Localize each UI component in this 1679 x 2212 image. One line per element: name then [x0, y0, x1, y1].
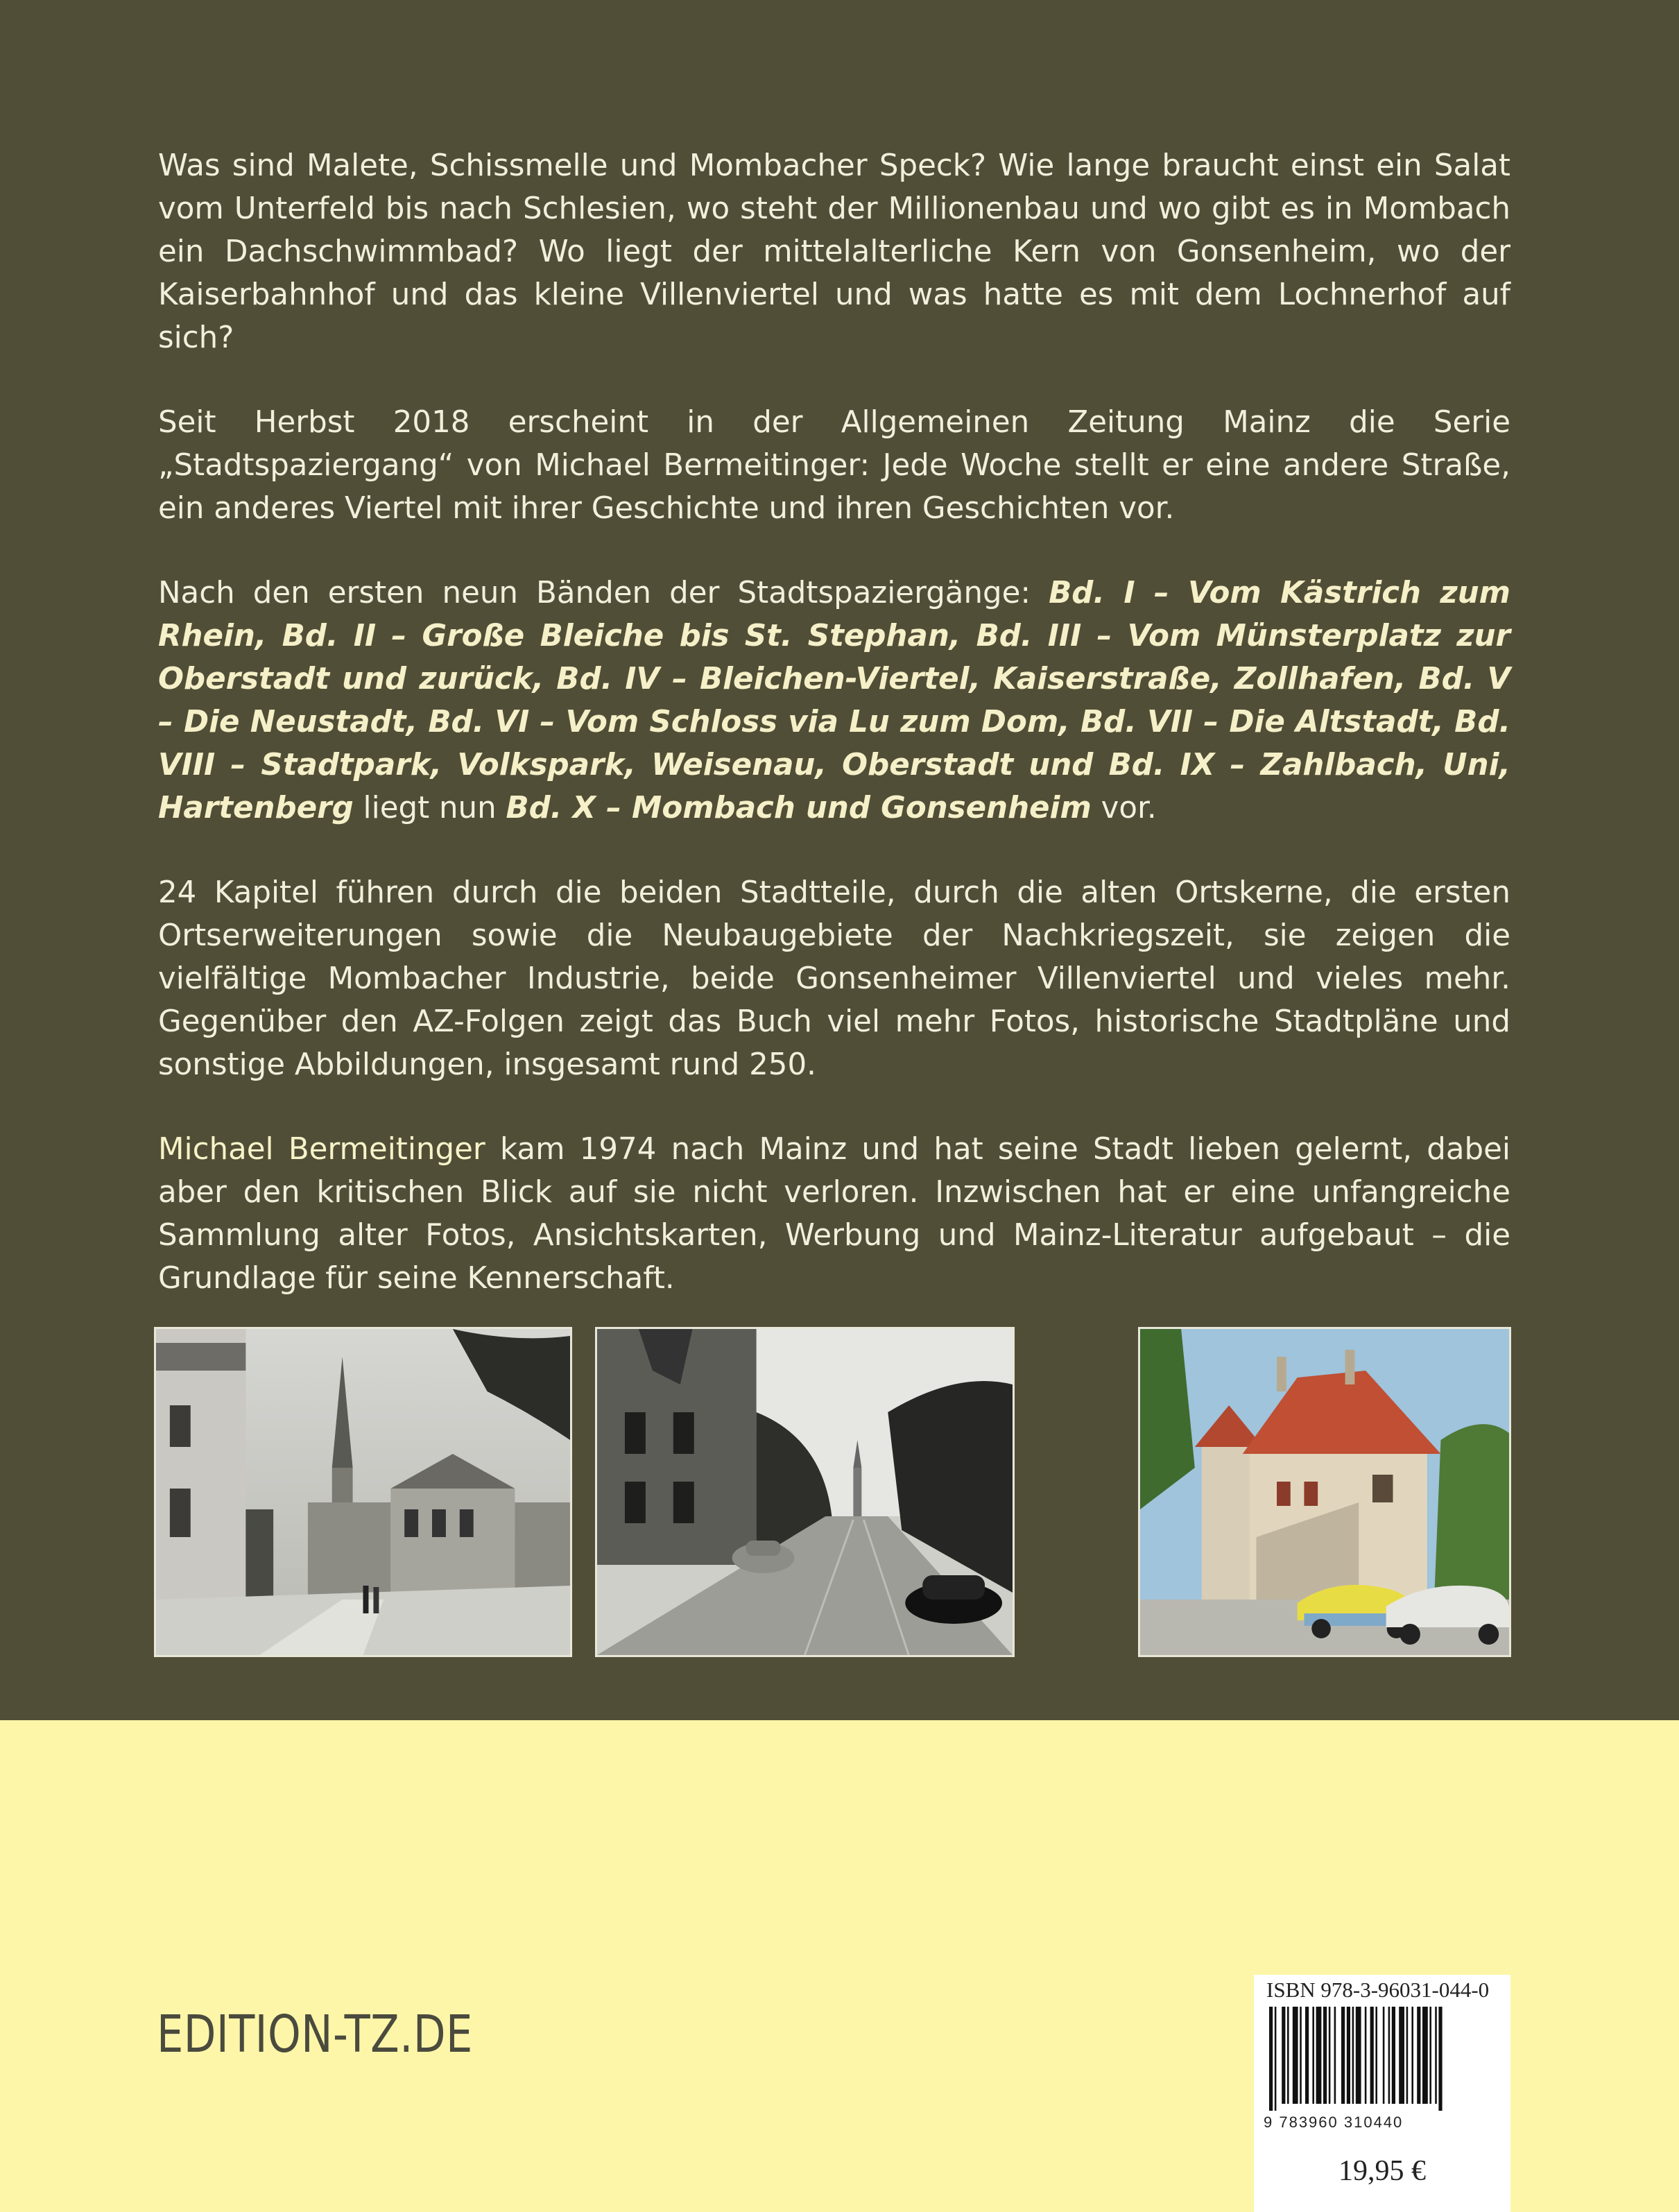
author-name: Michael Bermeitinger — [158, 1132, 485, 1167]
barcode-bar — [1341, 2007, 1345, 2104]
blurb-paragraph-2: Seit Herbst 2018 erscheint in der Allgemeinen Zeitung Mainz die Serie „Stadtspaziergang“ von Michael Bermeitinger: Jede Woche stellt er eine andere Straße, ein anderes Viertel mit ihrer Geschichte und ihren Geschichten vor. — [158, 405, 1510, 526]
volumes-end: vor. — [1101, 791, 1157, 825]
new-volume-title: Bd. X – Mombach und Gonsenheim — [506, 791, 1092, 825]
barcode-icon — [1269, 2007, 1502, 2111]
barcode-bar — [1435, 2007, 1437, 2104]
barcode-bar — [1300, 2007, 1302, 2104]
volumes-intro: Nach den ersten neun Bänden der Stadtspaziergänge: — [158, 576, 1031, 610]
barcode-bar — [1347, 2007, 1350, 2104]
volumes-mid: liegt nun — [363, 791, 497, 825]
barcode-bar — [1329, 2007, 1331, 2104]
barcode-bar — [1399, 2007, 1404, 2104]
barcode-bar — [1392, 2007, 1395, 2104]
historic-street-church-photo — [154, 1327, 572, 1657]
barcode-bar — [1422, 2007, 1428, 2104]
blurb-paragraph-4: 24 Kapitel führen durch die beiden Stadtteile, durch die alten Ortskerne, die ersten Ortserweiterungen sowie die Neubaugebiete der Nachkriegszeit, sie zeigen die vielfältige Mombacher Industrie, beide Gonsenheimer Villenviertel und vieles mehr. Gegenüber den AZ-Folgen zeigt das Buch viel mehr Fotos, historische Stadtpläne und sonstige Abbildungen, insgesamt rund 250. — [158, 875, 1510, 1082]
price-value: 19,95 € — [1338, 2155, 1426, 2187]
barcode-bar — [1275, 2007, 1277, 2111]
publisher-name: EDITION-TZ.DE — [157, 2005, 473, 2064]
barcode-bar — [1417, 2007, 1420, 2104]
barcode-bar — [1356, 2007, 1361, 2104]
back-cover-blurb — [158, 144, 1510, 1341]
barcode-bar — [1316, 2007, 1322, 2104]
barcode-bar — [1305, 2007, 1309, 2104]
blurb-paragraph-5 — [158, 1128, 1510, 1300]
barcode-bar — [1438, 2007, 1442, 2111]
barcode-bar — [1406, 2007, 1409, 2104]
barcode-bar — [1282, 2007, 1285, 2104]
barcode-bar — [1411, 2007, 1413, 2104]
blurb-paragraph-3 — [158, 572, 1510, 830]
barcode-bar — [1287, 2007, 1289, 2104]
barcode-bar — [1375, 2007, 1377, 2104]
barcode-bar — [1365, 2007, 1367, 2104]
barcode-bar — [1429, 2007, 1431, 2104]
barcode-bar — [1269, 2007, 1273, 2111]
volumes-list: Bd. I – Vom Kästrich zum Rhein, Bd. II – Große Bleiche bis St. Stephan, Bd. III – Vom Münsterplatz zur Oberstadt und zurück, Bd. IV – Bleichen-Viertel, Kaiserstraße, Zollhafen, Bd. V – Die Neustadt, Bd. VI – Vom Schloss via Lu zum Dom, Bd. VII – Die Altstadt, Bd. VIII – Stadtpark, Volkspark, Weisenau, Oberstadt und Bd. IX – Zahlbach, Uni, Hartenberg — [158, 576, 1510, 825]
author-bio: kam 1974 nach Mainz und hat seine Stadt lieben gelernt, dabei aber den kritischen Blick auf sie nicht verloren. Inzwischen hat er eine unfangreiche Sammlung alter Fotos, Ansichtskarten, Werbung und Mainz-Literatur aufgebaut – die Grundlage für seine Kennerschaft. — [158, 1132, 1511, 1296]
barcode-bar — [1323, 2007, 1327, 2104]
barcode-bar — [1312, 2007, 1314, 2104]
price-label — [1254, 2139, 1510, 2212]
barcode-bar — [1293, 2007, 1298, 2104]
historic-avenue-cars-photo — [595, 1327, 1015, 1657]
blurb-paragraph-1: Was sind Malete, Schissmelle und Mombacher Speck? Wie lange braucht einst ein Salat vom Unterfeld bis nach Schlesien, wo steht der Millionenbau und wo gibt es in Mombach ein Dachschwimmbad? Wo liegt der mittelalterliche Kern von Gonsenheim, wo der Kaiserbahnhof und das kleine Villenviertel und was hatte es mit dem Lochnerhof auf sich? — [158, 148, 1510, 355]
barcode-digits: 9 783960 310440 — [1264, 2114, 1404, 2131]
villa-color-photo — [1138, 1327, 1511, 1657]
barcode-bar — [1370, 2007, 1374, 2104]
barcode-bar — [1334, 2007, 1336, 2104]
isbn-number: ISBN 978-3-96031-044-0 — [1266, 1978, 1490, 2002]
barcode-bar — [1388, 2007, 1390, 2104]
barcode-bar — [1383, 2007, 1385, 2104]
barcode-bar — [1352, 2007, 1354, 2104]
